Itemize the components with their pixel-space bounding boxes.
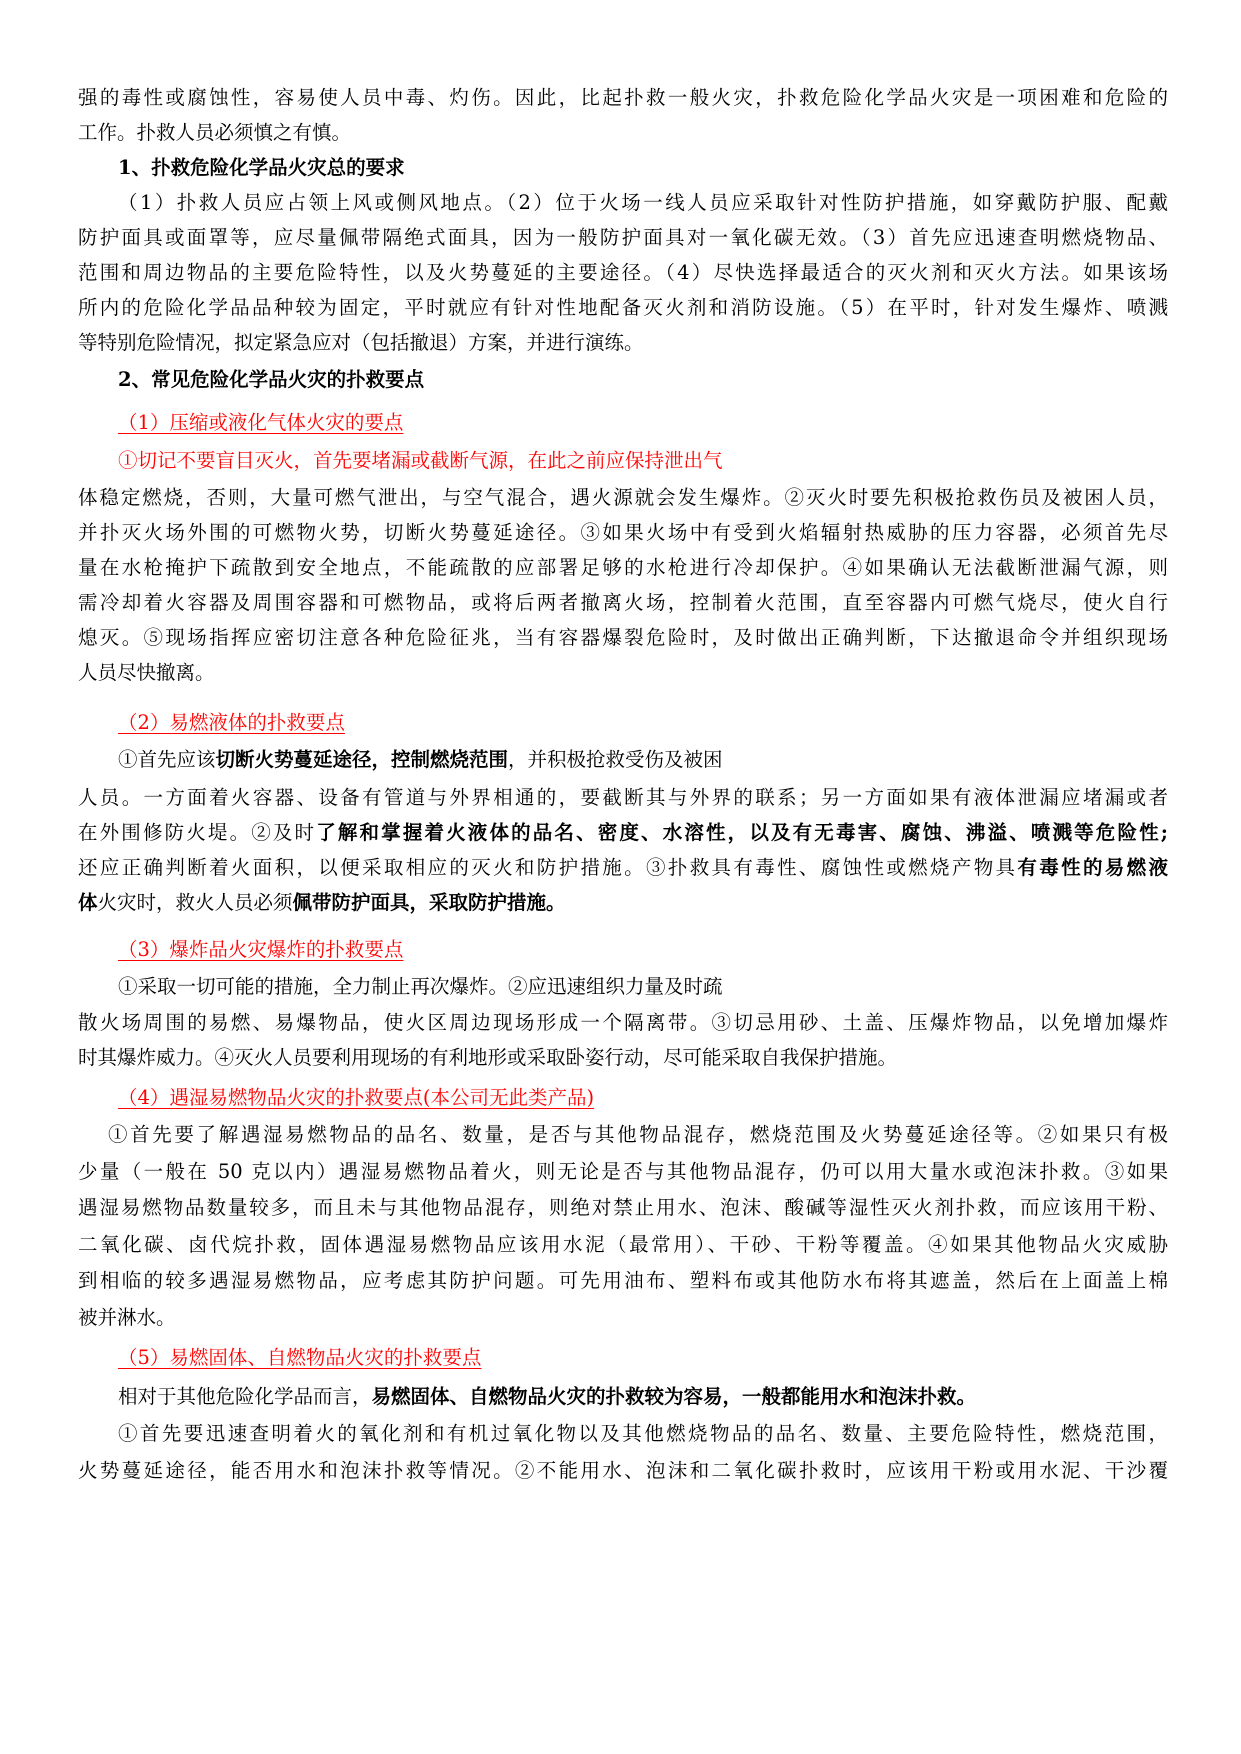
bold-text-run: ; <box>1160 821 1168 844</box>
text-run: ①首先应该 <box>118 748 216 771</box>
paragraph-line: （1）扑救人员应占领上风或侧风地点。（2）位于火场一线人员应采取针对性防护措施，如穿戴防护服、配戴 <box>118 191 1168 214</box>
paragraph-line: 人员尽快撤离。 <box>78 661 215 684</box>
paragraph-line <box>118 745 723 775</box>
paragraph-line: 二氧化碳、卤代烷扑救，固体遇湿易燃物品应该用水泥（最常用）、干砂、干粉等覆盖。④如果其他物品火灾威胁 <box>78 1233 1168 1256</box>
subsection-heading-flammable-solid: （5）易燃固体、自燃物品火灾的扑救要点 <box>118 1346 482 1369</box>
text-run: 相对于其他危险化学品而言， <box>118 1385 372 1408</box>
highlight-line: ①切记不要盲目灭火，首先要堵漏或截断气源，在此之前应保持泄出气 <box>118 449 723 472</box>
bold-text-run: 易燃固体、自燃物品火灾的扑救较为容易，一般都能用水和泡沫扑救。 <box>371 1385 977 1408</box>
paragraph-line: 被并淋水。 <box>78 1306 176 1329</box>
paragraph-line: ①采取一切可能的措施，全力制止再次爆炸。②应迅速组织力量及时疏 <box>118 975 723 998</box>
paragraph-line: 人员。一方面着火容器、设备有管道与外界相通的，要截断其与外界的联系；另一方面如果有液体泄漏应堵漏或者 <box>78 786 1168 809</box>
subsection-heading-gas: （1）压缩或液化气体火灾的要点 <box>118 411 404 434</box>
paragraph-line: 散火场周围的易燃、易爆物品，使火区周边现场形成一个隔离带。③切忌用砂、土盖、压爆炸物品，以免增加爆炸 <box>78 1011 1168 1034</box>
paragraph-line: 需冷却着火容器及周围容器和可燃物品，或将后两者撤离火场，控制着火范围，直至容器内可燃气烧尽，使火自行 <box>78 591 1168 614</box>
paragraph-line: 火势蔓延途径，能否用水和泡沫扑救等情况。②不能用水、泡沫和二氧化碳扑救时，应该用干粉或用水泥、干沙覆 <box>78 1459 1168 1482</box>
paragraph-line <box>78 853 1168 883</box>
bold-text-run: 切断火势蔓延途径，控制燃烧范围 <box>215 748 509 771</box>
text-run: ，并积极抢救受伤及被困 <box>508 748 723 771</box>
paragraph-line: 熄灭。⑤现场指挥应密切注意各种危险征兆，当有容器爆裂危险时，及时做出正确判断，下达撤退命令并组织现场 <box>78 626 1168 649</box>
paragraph-line: 所内的危险化学品品种较为固定，平时就应有针对性地配备灭火剂和消防设施。（5）在平时，针对发生爆炸、喷溅 <box>78 296 1168 319</box>
text-run: 火灾时，救火人员必须 <box>97 891 293 914</box>
paragraph-line <box>118 1382 976 1412</box>
paragraph-line: 时其爆炸威力。④灭火人员要利用现场的有利地形或采取卧姿行动，尽可能采取自我保护措施。 <box>78 1046 898 1069</box>
bold-text-run: 了解和掌握着火液体的品名、密度、水溶性，以及有无毒害、腐蚀、沸溢、喷溅等危险性 <box>316 821 1161 844</box>
paragraph-line <box>78 888 1168 918</box>
subsection-heading-water-reactive: （4）遇湿易燃物品火灾的扑救要点(本公司无此类产品) <box>118 1086 595 1109</box>
paragraph-line: 工作。扑救人员必须慎之有慎。 <box>78 121 352 144</box>
paragraph-line: 强的毒性或腐蚀性，容易使人员中毒、灼伤。因此，比起扑救一般火灾，扑救危险化学品火灾是一项困难和危险的 <box>78 86 1168 109</box>
paragraph-line: 范围和周边物品的主要危险特性，以及火势蔓延的主要途径。（4）尽快选择最适合的灭火剂和灭火方法。如果该场 <box>78 261 1168 284</box>
paragraph-line: 体稳定燃烧，否则，大量可燃气泄出，与空气混合，遇火源就会发生爆炸。②灭火时要先积极抢救伤员及被困人员， <box>78 486 1168 509</box>
paragraph-line: 少量（一般在 50 克以内）遇湿易燃物品着火，则无论是否与其他物品混存，仍可以用大量水或泡沫扑救。③如果 <box>78 1160 1168 1183</box>
paragraph-line: 并扑灭火场外围的可燃物火势，切断火势蔓延途径。③如果火场中有受到火焰辐射热威胁的压力容器，必须首先尽 <box>78 521 1168 544</box>
bold-text-run: 有毒性的易燃液 <box>1017 856 1168 879</box>
subsection-heading-explosive: （3）爆炸品火灾爆炸的扑救要点 <box>118 938 404 961</box>
subsection-heading-liquid: （2）易燃液体的扑救要点 <box>118 711 345 734</box>
bold-text-run: 佩带防护面具，采取防护措施。 <box>292 891 566 914</box>
section-heading-2: 2、常见危险化学品火灾的扑救要点 <box>118 368 425 391</box>
text-run: 还应正确判断着火面积，以便采取相应的灭火和防护措施。③扑救具有毒性、腐蚀性或燃烧产物具 <box>78 856 1018 879</box>
paragraph-line: ①首先要了解遇湿易燃物品的品名、数量，是否与其他物品混存，燃烧范围及火势蔓延途径等。②如果只有极 <box>108 1123 1168 1146</box>
paragraph-line: 防护面具或面罩等，应尽量佩带隔绝式面具，因为一般防护面具对一氧化碳无效。（3）首先应迅速查明燃烧物品、 <box>78 226 1168 249</box>
paragraph-line: ①首先要迅速查明着火的氧化剂和有机过氧化物以及其他燃烧物品的品名、数量、主要危险特性，燃烧范围， <box>118 1422 1168 1445</box>
paragraph-line: 遇湿易燃物品数量较多，而且未与其他物品混存，则绝对禁止用水、泡沫、酸碱等湿性灭火剂扑救，而应该用干粉、 <box>78 1196 1168 1219</box>
section-heading-1: 1、扑救危险化学品火灾总的要求 <box>118 156 405 179</box>
bold-text-run: 体 <box>78 891 98 914</box>
text-run: 在外围修防火堤。②及时 <box>78 821 317 844</box>
paragraph-line <box>78 818 1168 848</box>
paragraph-line: 到相临的较多遇湿易燃物品，应考虑其防护问题。可先用油布、塑料布或其他防水布将其遮盖，然后在上面盖上棉 <box>78 1269 1168 1292</box>
paragraph-line: 量在水枪掩护下疏散到安全地点，不能疏散的应部署足够的水枪进行冷却保护。④如果确认无法截断泄漏气源，则 <box>78 556 1168 579</box>
paragraph-line: 等特别危险情况，拟定紧急应对（包括撤退）方案，并进行演练。 <box>78 331 644 354</box>
